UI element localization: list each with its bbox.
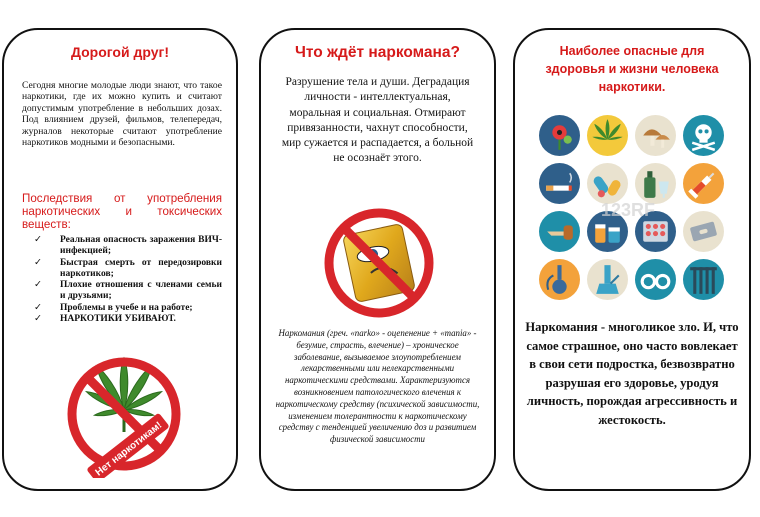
handcuffs-icon	[635, 259, 676, 300]
check-icon: ✓	[34, 235, 42, 245]
list-item: ✓ НАРКОТИКИ УБИВАЮТ.	[34, 314, 176, 325]
cigarette-icon	[539, 163, 580, 204]
watermark: 123RF	[601, 200, 656, 220]
panel-dear-friend	[2, 28, 238, 491]
pipe-icon	[539, 211, 580, 252]
razor-blade-icon	[683, 211, 724, 252]
addiction-definition: Наркомания (греч. «narko» - оцепенение + «mania» - безумие, страсть, влечение) – хроническое заболевание, вызываемое злоупотреблением лекарственными или нелекарственными наркотическими средствами. Характеризуются возникновением патологического влечения к наркотическому средству (психической зависимости, изменением толерантности к наркотическому средству с тенденцией увеличению доз и развитием физической зависимости	[275, 328, 480, 445]
bottle-glass-icon	[635, 163, 676, 204]
cannabis-leaf-icon	[587, 115, 628, 156]
poppy-icon	[539, 115, 580, 156]
check-icon: ✓	[34, 257, 42, 268]
check-icon: ✓	[34, 314, 42, 325]
check-icon: ✓	[34, 302, 42, 313]
bong-icon	[587, 259, 628, 300]
sign-text: Нет наркотикам!	[93, 419, 165, 478]
prohibited-drugs-icon	[321, 205, 437, 321]
panel3-title: Наиболее опасные для здоровья и жизни человека наркотики.	[545, 44, 719, 94]
skull-icon	[683, 115, 724, 156]
consequences-list	[34, 235, 222, 325]
prison-bars-icon	[683, 259, 724, 300]
pills-icon	[587, 163, 628, 204]
panel2-text: Разрушение тела и души. Деградация личности - интеллектуальная, моральная и социальная. Отмирают привязанности, чахнут способности, мир сужается и распадается, а больной не осознаёт этого.	[281, 76, 474, 165]
hookah-icon	[539, 259, 580, 300]
check-icon: ✓	[34, 280, 42, 291]
panel-what-awaits	[259, 28, 496, 491]
panel3-text: Наркомания - многоликое зло. И, что самое страшное, оно часто вовлекает в свои сети подростка, безвозвратно разрушая его здоровье, уродуя личность, порождая агрессивность и жестокость.	[525, 320, 739, 427]
list-item: ✓ Быстрая смерть от передозировки наркотиков;	[34, 257, 222, 279]
mushrooms-icon	[635, 115, 676, 156]
syringe-icon	[683, 163, 724, 204]
panel2-title: Что ждёт наркомана?	[295, 44, 460, 61]
panel1-intro: Сегодня многие молодые люди знают, что такое наркотики, где их можно купить и считают допустимым употребление в небольших дозах. Под влиянием друзей, фильмов, телепередач, журналов некоторые считают употребление наркотиков модными и безопасными.	[22, 80, 222, 149]
no-drugs-sign-icon	[60, 350, 188, 478]
panel1-title: Дорогой друг!	[70, 44, 170, 60]
list-item: ✓ Плохие отношения с членами семьи и друзьями;	[34, 280, 222, 302]
panel1-subtitle: Последствия от употребления наркотических и токсических веществ:	[22, 192, 222, 231]
list-item: ✓ Реальная опасность заражения ВИЧ-инфекцией;	[34, 235, 222, 257]
panel-dangerous-drugs	[513, 28, 751, 491]
list-item: ✓ Проблемы в учебе и на работе;	[34, 302, 193, 313]
